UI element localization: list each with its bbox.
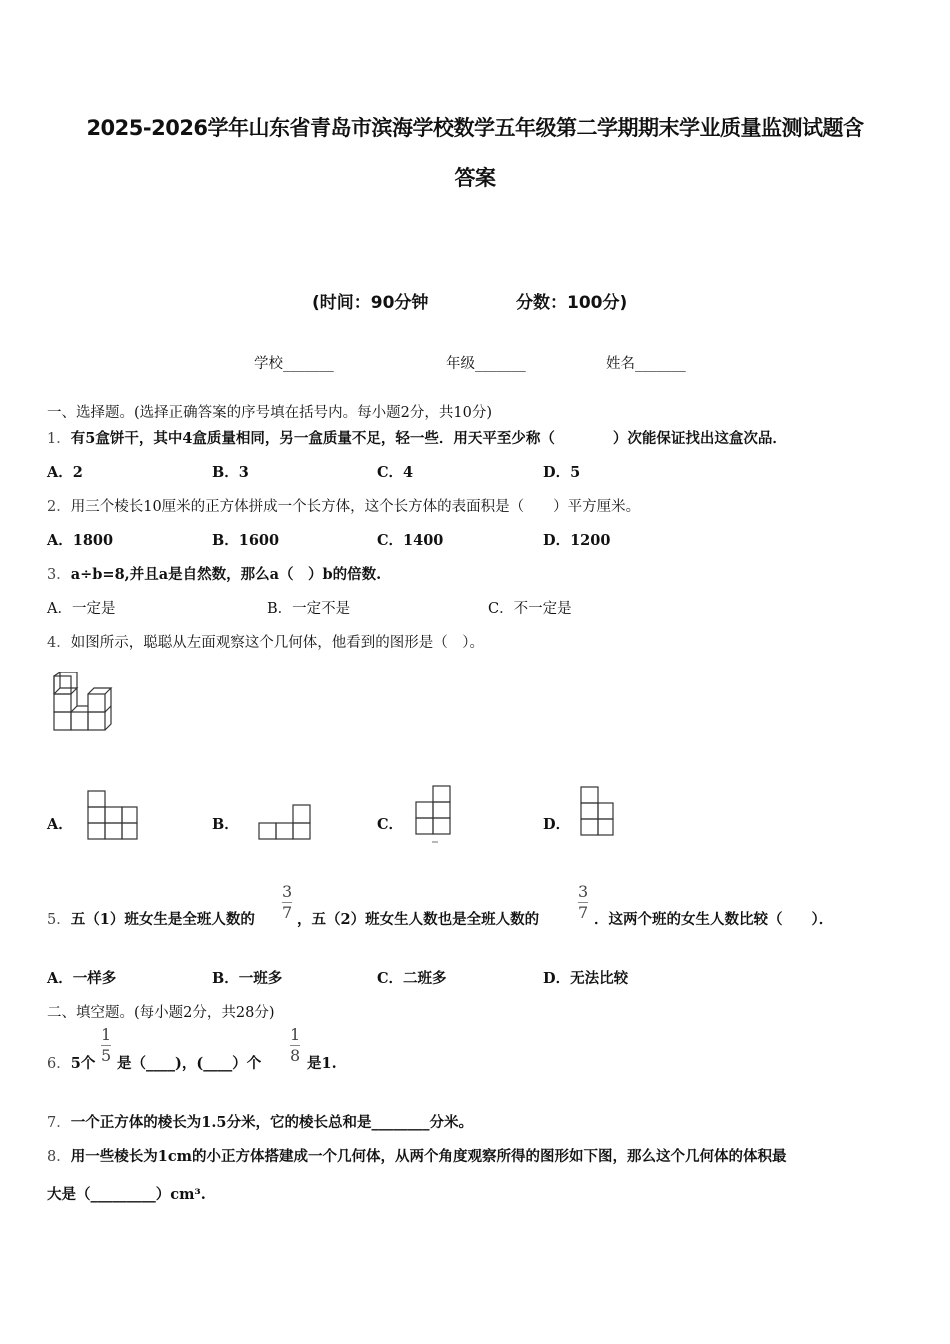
q3 bbox=[47, 563, 381, 584]
q3-option-b: B．一定不是 bbox=[267, 601, 351, 617]
q8-text-line2: 大是（_________）cm³. bbox=[47, 1186, 206, 1203]
q1-option-d: D．5 bbox=[543, 464, 581, 481]
q2-text: 用三个棱长10厘米的正方体拼成一个长方体，这个长方体的表面积是（ ）平方厘米。 bbox=[70, 499, 641, 515]
page-title-line2: 答案 bbox=[454, 166, 496, 190]
q1-option-a: A．2 bbox=[47, 464, 83, 481]
q5-text-post: ．这两个班的女生人数比较（ ）． bbox=[594, 911, 834, 928]
q6-fraction-1-denominator: 5 bbox=[101, 1046, 112, 1065]
q2-number: 2． bbox=[47, 499, 71, 515]
q2 bbox=[47, 495, 640, 516]
q4-option-b-label: B． bbox=[212, 816, 239, 833]
q1-number: 1． bbox=[47, 431, 71, 447]
q5-fraction-2-denominator: 7 bbox=[578, 903, 589, 922]
q5-number: 5． bbox=[47, 912, 71, 928]
q4 bbox=[47, 631, 484, 652]
q2-option-a: A．1800 bbox=[47, 532, 114, 549]
q5-option-d: D．无法比较 bbox=[543, 970, 629, 987]
q5-fraction-1 bbox=[282, 884, 292, 921]
q2-option-d: D．1200 bbox=[543, 532, 611, 549]
q3-text: a÷b=8,并且a是自然数，那么a（ ）b的倍数. bbox=[70, 566, 382, 583]
q5 bbox=[47, 908, 255, 929]
q4-option-a-label: A． bbox=[47, 816, 73, 833]
q6-fraction-1 bbox=[101, 1027, 111, 1064]
exam-time: (时间：90分钟 bbox=[312, 293, 429, 313]
page-title-line1: 2025-2026学年山东省青岛市滨海学校数学五年级第二学期期末学业质量监测试题含 bbox=[86, 116, 864, 140]
q3-option-a: A．一定是 bbox=[47, 601, 116, 617]
q4-option-d-figure bbox=[579, 785, 619, 843]
q6-fraction-2-numerator: 1 bbox=[290, 1025, 301, 1044]
q1-option-b: B．3 bbox=[212, 464, 249, 481]
grade-field: 年级_______ bbox=[446, 356, 526, 372]
q4-text: 如图所示，聪聪从左面观察这个几何体，他看到的图形是（ ）。 bbox=[70, 635, 484, 651]
q5-option-b: B．一班多 bbox=[212, 970, 283, 987]
q4-solid-figure bbox=[50, 672, 122, 734]
q6-number: 6． bbox=[47, 1056, 71, 1072]
q6-text-post: 是1. bbox=[307, 1055, 337, 1072]
name-field: 姓名_______ bbox=[606, 356, 686, 372]
q4-option-d-label: D． bbox=[543, 816, 571, 833]
q7 bbox=[47, 1111, 473, 1132]
q8 bbox=[47, 1145, 787, 1166]
q3-number: 3． bbox=[47, 567, 71, 583]
q6-fraction-2 bbox=[290, 1027, 300, 1064]
q6-fraction-2-denominator: 8 bbox=[290, 1046, 301, 1065]
q4-option-c-label: C． bbox=[377, 816, 404, 833]
section1-heading: 一、选择题。(选择正确答案的序号填在括号内。每小题2分，共10分) bbox=[47, 405, 492, 421]
q5-option-c: C．二班多 bbox=[377, 970, 447, 987]
exam-score: 分数：100分) bbox=[516, 293, 628, 313]
q6-text-mid: 是（____)，(____）个 bbox=[117, 1055, 262, 1072]
q4-option-c-figure bbox=[414, 784, 454, 846]
q6-text-pre: 5个 bbox=[70, 1055, 96, 1072]
q3-option-c: C．不一定是 bbox=[488, 601, 572, 617]
q5-fraction-1-denominator: 7 bbox=[282, 903, 293, 922]
q5-fraction-1-numerator: 3 bbox=[282, 882, 293, 901]
q8-text-line1: 用一些棱长为1cm的小正方体搭建成一个几何体，从两个角度观察所得的图形如下图，那么这个几何体的体积最 bbox=[70, 1148, 787, 1165]
q6-fraction-1-numerator: 1 bbox=[101, 1025, 112, 1044]
q5-text-mid: ，五（2）班女生人数也是全班人数的 bbox=[297, 911, 540, 928]
q4-option-b-figure bbox=[257, 803, 313, 843]
q7-number: 7． bbox=[47, 1115, 71, 1131]
q1-option-c: C．4 bbox=[377, 464, 414, 481]
q2-option-c: C．1400 bbox=[377, 532, 444, 549]
q7-text: 一个正方体的棱长为1.5分米，它的棱长总和是________分米。 bbox=[70, 1114, 473, 1131]
q4-number: 4． bbox=[47, 635, 71, 651]
q1-text: 有5盒饼干，其中4盒质量相同，另一盒质量不足，轻一些．用天平至少称（ ）次能保证找出这盒次品． bbox=[70, 430, 787, 447]
q5-text-pre: 五（1）班女生是全班人数的 bbox=[70, 911, 255, 928]
q5-option-a: A．一样多 bbox=[47, 970, 117, 987]
section2-heading: 二、填空题。(每小题2分，共28分) bbox=[47, 1005, 275, 1021]
q5-fraction-2 bbox=[578, 884, 588, 921]
q4-option-a-figure bbox=[86, 789, 140, 843]
q1 bbox=[47, 427, 787, 448]
q2-option-b: B．1600 bbox=[212, 532, 280, 549]
q5-fraction-2-numerator: 3 bbox=[578, 882, 589, 901]
q8-number: 8． bbox=[47, 1149, 71, 1165]
q6 bbox=[47, 1052, 95, 1073]
school-field: 学校_______ bbox=[254, 356, 334, 372]
